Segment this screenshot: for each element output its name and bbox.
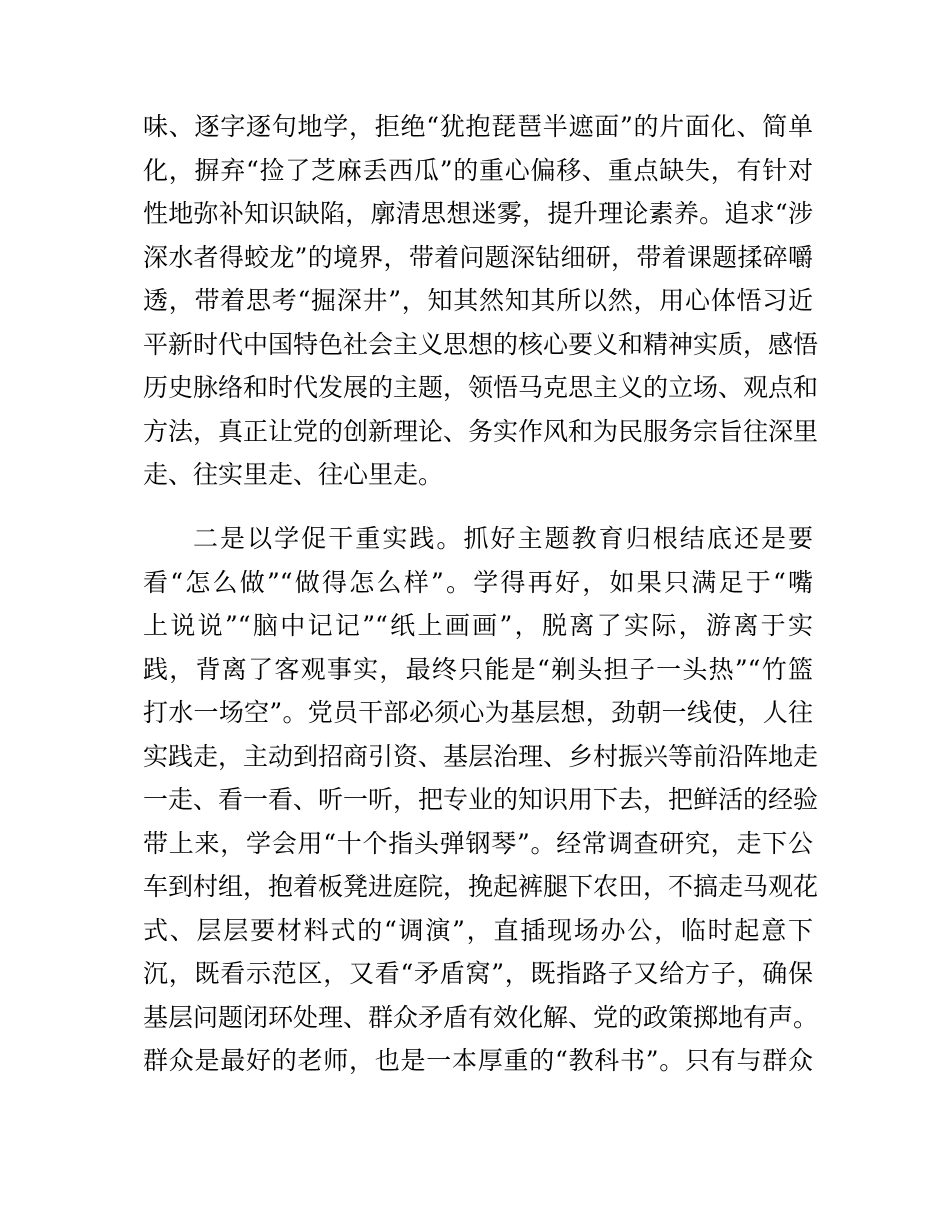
paragraph-1 xyxy=(143,105,819,497)
paragraph-line: 看“怎么做”“做得怎么样”。学得再好，如果只满足于“嘴 xyxy=(143,567,813,597)
paragraph-line: 性地弥补知识缺陷，廓清思想迷雾，提升理论素养。追求“涉 xyxy=(143,199,813,228)
paragraph-2 xyxy=(143,517,819,1083)
paragraph-line: 二是以学促干重实践。抓好主题教育归根结底还是要 xyxy=(193,524,813,553)
paragraph-line: 透，带着思考“掘深井”，知其然知其所以然，用心体悟习近 xyxy=(143,286,813,315)
paragraph-line: 一走、看一看、听一听，把专业的知识用下去，把鲜活的经验 xyxy=(143,785,819,814)
paragraph-line: 化，摒弃“捡了芝麻丢西瓜”的重心偏移、重点缺失，有针对 xyxy=(143,155,813,185)
paragraph-line: 实践走，主动到招商引资、基层治理、乡村振兴等前沿阵地走 xyxy=(143,741,819,771)
paragraph-line: 基层问题闭环处理、群众矛盾有效化解、党的政策掷地有声。 xyxy=(143,1002,819,1032)
paragraph-line: 践，背离了客观事实，最终只能是“剃头担子一头热”“竹篮 xyxy=(143,654,813,684)
paragraph-line: 走、往实里走、往心里走。 xyxy=(143,460,444,489)
paragraph-line: 沉，既看示范区，又看“矛盾窝”，既指路子又给方子，确保 xyxy=(143,959,813,988)
paragraph-line: 深水者得蛟龙”的境界，带着问题深钻细研，带着课题揉碎嚼 xyxy=(143,242,813,272)
paragraph-line: 方法，真正让党的创新理论、务实作风和为民服务宗旨往深里 xyxy=(143,416,819,446)
paragraph-line: 车到村组，抱着板凳进庭院，挽起裤腿下农田，不搞走马观花 xyxy=(143,872,819,901)
paragraph-line: 群众是最好的老师，也是一本厚重的“教科书”。只有与群众 xyxy=(143,1046,813,1075)
paragraph-line: 味、逐字逐句地学，拒绝“犹抱琵琶半遮面”的片面化、简单 xyxy=(143,112,813,141)
paragraph-line: 历史脉络和时代发展的主题，领悟马克思主义的立场、观点和 xyxy=(143,373,819,402)
paragraph-line: 打水一场空”。党员干部必须心为基层想，劲朝一线使，人往 xyxy=(143,698,813,727)
paragraph-line: 上说说”“脑中记记”“纸上画画”，脱离了实际，游离于实 xyxy=(143,611,813,640)
paragraph-line: 平新时代中国特色社会主义思想的核心要义和精神实质，感悟 xyxy=(143,329,819,359)
paragraph-line: 带上来，学会用“十个指头弹钢琴”。经常调查研究，走下公 xyxy=(143,828,813,858)
paragraph-line: 式、层层要材料式的“调演”，直插现场办公，临时起意下 xyxy=(143,915,813,945)
